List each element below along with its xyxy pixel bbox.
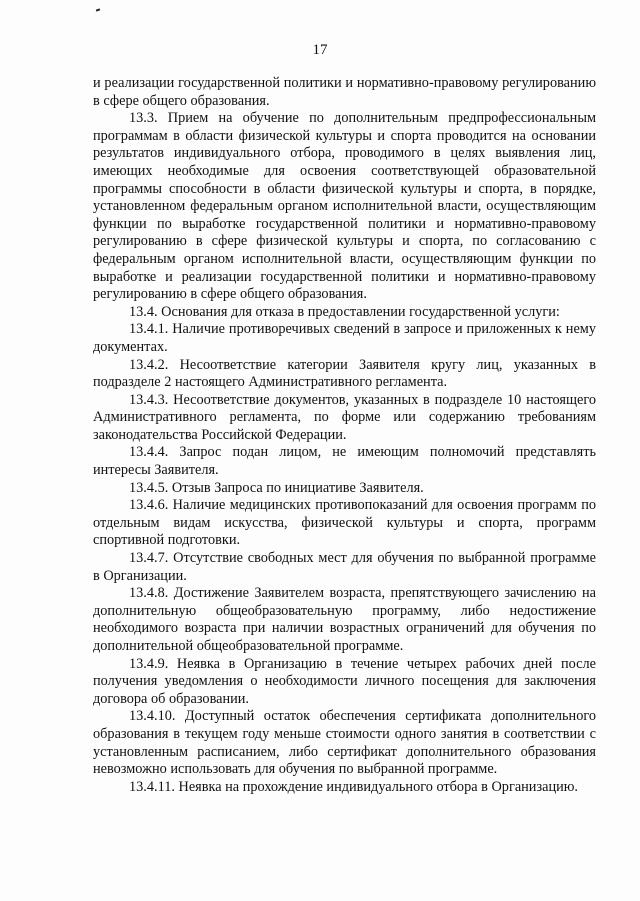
scan-speck: [96, 8, 100, 11]
paragraph: 13.4.6. Наличие медицинских противопоказаний для освоения программ по отдельным видам искусства, физической культуры и спорта, программ спортивной подготовки.: [93, 497, 596, 549]
document-body: [93, 75, 596, 796]
paragraph: 13.4.8. Достижение Заявителем возраста, препятствующего зачислению на дополнительную общеобразовательную программу, либо недостижение необходимого возраста при наличии возрастных ограничений для обучения по дополнительной общеобразовательной программе.: [93, 585, 596, 654]
paragraph: 13.4.2. Несоответствие категории Заявителя кругу лиц, указанных в подразделе 2 настоящего Административного регламента.: [93, 356, 596, 391]
paragraph: 13.4.9. Неявка в Организацию в течение четырех рабочих дней после получения уведомления о необходимости личного посещения для заключения договора об образовании.: [93, 655, 596, 707]
paragraph: 13.4. Основания для отказа в предоставлении государственной услуги:: [129, 303, 560, 320]
paragraph: 13.3. Прием на обучение по дополнительным предпрофессиональным программам в области физической культуры и спорта проводится на основании результатов индивидуального отбора, проводимого в целях выявления лиц, имеющих необходимые для освоения соответствующей образовательной программы способности в области физической культуры и спорта, в порядке, установленном федеральным органом исполнительной власти, осуществляющим функции по выработке государственной политики и нормативно-правовому регулированию в сфере физической культуры и спорта, по согласованию с федеральным органом исполнительной власти, осуществляющим функции по выработке и реализации государственной политики и нормативно-правовому регулированию в сфере общего образования.: [93, 110, 596, 303]
paragraph: 13.4.11. Неявка на прохождение индивидуального отбора в Организацию.: [129, 778, 579, 795]
paragraph: 13.4.4. Запрос подан лицом, не имеющим полномочий представлять интересы Заявителя.: [93, 444, 596, 479]
paragraph: 13.4.7. Отсутствие свободных мест для обучения по выбранной программе в Организации.: [93, 550, 596, 584]
paragraph: 13.4.3. Несоответствие документов, указанных в подразделе 10 настоящего Административного регламента, по форме или содержанию требованиям законодательства Российской Федерации.: [93, 391, 596, 443]
page-number: 17: [312, 42, 328, 58]
paragraph: 13.4.10. Доступный остаток обеспечения сертификата дополнительного образования в текущем году меньше стоимости одного занятия в соответствии с установленным расписанием, либо сертификат дополнительного образования невозможно использовать для обучения по выбранной программе.: [93, 708, 596, 778]
paragraph: и реализации государственной политики и нормативно-правовому регулированию в сфере общего образования.: [93, 75, 596, 109]
paragraph: 13.4.5. Отзыв Запроса по инициативе Заявителя.: [129, 479, 424, 496]
paragraph: 13.4.1. Наличие противоречивых сведений в запросе и приложенных к нему документах.: [93, 321, 596, 355]
